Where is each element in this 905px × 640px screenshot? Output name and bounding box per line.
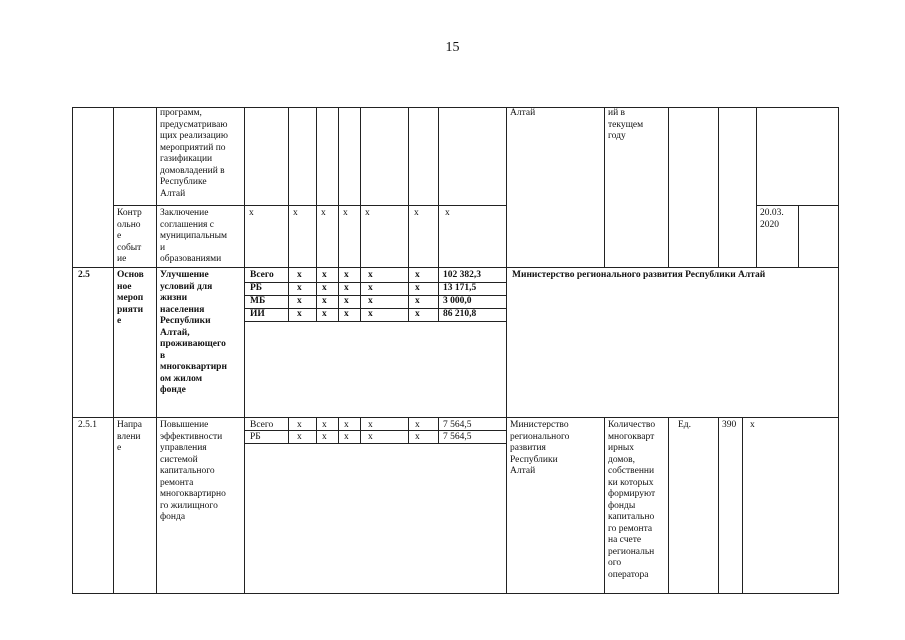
row-251-indicator: Количество многокварт ирных домов, собственни ки которых формируют фонды капитально го ремонта на счете региональн ого оператора: [608, 420, 656, 580]
row-25-src-2-value: 3 000,0: [443, 296, 472, 306]
row-251-executor: Министерство регионального развития Республики Алтай: [510, 420, 570, 476]
row-25-src-3-x1: х: [322, 309, 327, 319]
row-25-src-0-label: Всего: [250, 270, 274, 280]
row-25-src-3-x3: х: [368, 309, 373, 319]
row-25-src-0-value: 102 382,3: [443, 270, 481, 280]
row-25-src-3-x2: х: [344, 309, 349, 319]
row-event-x-2: х: [321, 208, 326, 218]
row-251-src-1-label: РБ: [250, 432, 261, 442]
row-event-x-0: х: [249, 208, 254, 218]
row-25-src-0-x0: х: [297, 270, 302, 280]
row-251-description: Повышение эффективности управления системой капитального ремонта многоквартирно го жилищного фонда: [160, 420, 226, 522]
row-251-src-1-x1: х: [322, 432, 327, 442]
row-event-x-6: х: [445, 208, 450, 218]
row-25-src-0-x1: х: [322, 270, 327, 280]
row-25-src-2-x4: х: [415, 296, 420, 306]
row-25-src-1-value: 13 171,5: [443, 283, 477, 293]
row-25-src-1-x0: х: [297, 283, 302, 293]
row-25-executor: Министерство регионального развития Республики Алтай: [512, 270, 766, 280]
row-251-src-0-x0: х: [297, 420, 302, 430]
row-25-src-3-x4: х: [415, 309, 420, 319]
row-25-src-2-x2: х: [344, 296, 349, 306]
row-25-src-1-x2: х: [344, 283, 349, 293]
row-25-src-3-label: ИИ: [250, 309, 265, 319]
row-cont-executor: Алтай: [510, 108, 536, 118]
row-251-src-1-x0: х: [297, 432, 302, 442]
row-25-src-2-x1: х: [322, 296, 327, 306]
row-25-src-2-label: МБ: [250, 296, 266, 306]
row-25-src-1-x1: х: [322, 283, 327, 293]
row-25-src-1-label: РБ: [250, 283, 263, 293]
row-event-x-3: х: [343, 208, 348, 218]
row-event-date: 20.03. 2020: [760, 208, 784, 230]
row-251-src-0-label: Всего: [250, 420, 274, 430]
row-251-src-0-value: 7 564,5: [443, 420, 472, 430]
row-25-src-2-x3: х: [368, 296, 373, 306]
row-25-src-0-x2: х: [344, 270, 349, 280]
row-event-type: Контр ольно е событ ие: [117, 208, 142, 264]
row-event-x-5: х: [414, 208, 419, 218]
row-event-description: Заключение соглашения с муниципальным и образованиями: [160, 208, 228, 264]
row-25-src-3-x0: х: [297, 309, 302, 319]
row-25-number: 2.5: [78, 270, 90, 280]
row-25-type: Основ ное мероп рияти е: [117, 270, 144, 326]
row-251-src-1-x4: х: [415, 432, 420, 442]
row-251-type: Напра влени е: [117, 420, 143, 453]
row-251-unit: Ед.: [678, 420, 692, 430]
row-event-x-4: х: [365, 208, 370, 218]
row-25-src-1-x3: х: [368, 283, 373, 293]
row-25-src-3-value: 86 210,8: [443, 309, 477, 319]
row-25-src-0-x4: х: [415, 270, 420, 280]
row-25-description: Улучшение условий для жизни населения Республики Алтай, проживающего в многоквартирн ом жилом фонде: [160, 270, 227, 395]
row-251-src-0-x4: х: [415, 420, 420, 430]
row-25-src-1-x4: х: [415, 283, 420, 293]
row-251-src-1-x3: х: [368, 432, 373, 442]
row-event-x-1: х: [293, 208, 298, 218]
row-25-src-0-x3: х: [368, 270, 373, 280]
row-251-number: 2.5.1: [78, 420, 97, 430]
row-cont-description: программ, предусматриваю щих реализацию мероприятий по газификации домовладений в Республике Алтай: [160, 108, 228, 199]
row-251-src-0-x3: х: [368, 420, 373, 430]
row-251-mark: х: [750, 420, 755, 430]
row-cont-indicator: ий в текущем году: [608, 108, 644, 141]
row-251-src-1-x2: х: [344, 432, 349, 442]
page-number: 15: [445, 40, 460, 55]
row-251-value: 390: [722, 420, 737, 430]
row-251-src-1-value: 7 564,5: [443, 432, 472, 442]
row-251-src-0-x1: х: [322, 420, 327, 430]
row-251-src-0-x2: х: [344, 420, 349, 430]
row-25-src-2-x0: х: [297, 296, 302, 306]
